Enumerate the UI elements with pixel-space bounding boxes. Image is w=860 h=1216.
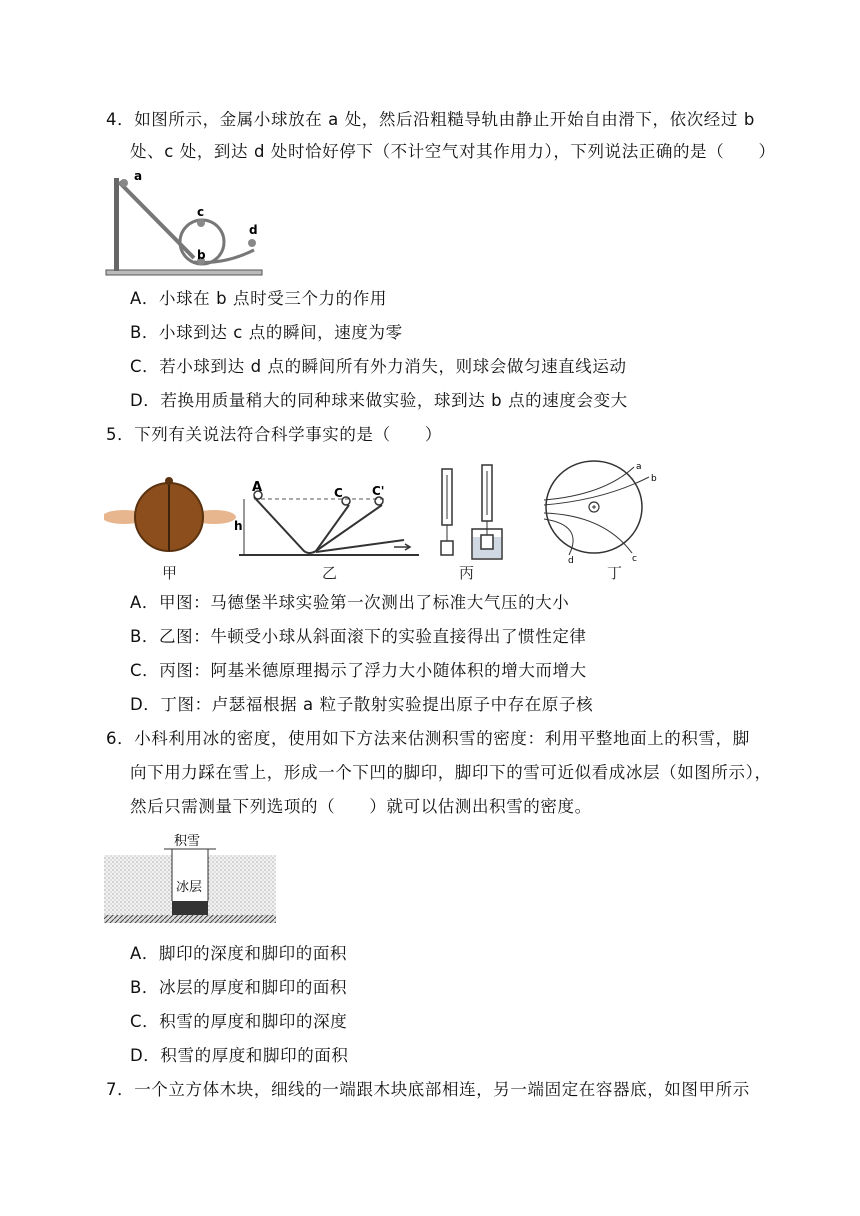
- q4-label-b: b: [197, 248, 206, 262]
- q5-caption-bing: 丙: [459, 564, 475, 582]
- q6-label-ice: 冰层: [176, 880, 203, 895]
- q5-stem: 5．下列有关说法符合科学事实的是（ ）: [106, 425, 442, 444]
- q5-figures: [104, 455, 664, 583]
- q4-option-a: A．小球在 b 点时受三个力的作用: [130, 289, 387, 308]
- q5-ding-label-a: a: [636, 462, 642, 472]
- q6-option-b: B．冰层的厚度和脚印的面积: [130, 978, 348, 997]
- q4-option-d: D．若换用质量稍大的同种球来做实验，球到达 b 点的速度会变大: [130, 391, 628, 410]
- q5-figure-yi: [234, 480, 419, 582]
- q4-label-c: c: [197, 205, 205, 219]
- q4-label-d: d: [249, 223, 258, 237]
- q4-option-c: C．若小球到达 d 点的瞬间所有外力消失，则球会做匀速直线运动: [130, 357, 627, 376]
- q5-ding-label-d: d: [568, 556, 574, 566]
- q6-option-c: C．积雪的厚度和脚印的深度: [130, 1012, 348, 1031]
- q5-caption-ding: 丁: [607, 564, 623, 582]
- q5-option-d: D．丁图：卢瑟福根据 a 粒子散射实验提出原子中存在原子核: [130, 695, 594, 714]
- q5-ding-label-c: c: [632, 554, 637, 564]
- q4-track-figure: [104, 170, 264, 280]
- q4-stem-line1: 4．如图所示，金属小球放在 a 处，然后沿粗糙导轨由静止开始自由滑下，依次经过 b: [106, 110, 755, 129]
- q4-option-b: B．小球到达 c 点的瞬间，速度为零: [130, 323, 403, 342]
- q5-caption-yi: 乙: [322, 564, 338, 582]
- q6-label-snow: 积雪: [174, 834, 201, 849]
- q5-yi-label-a: A: [252, 480, 263, 495]
- q5-figure-jia: [104, 477, 236, 582]
- q5-caption-jia: 甲: [162, 564, 178, 582]
- q5-yi-label-c: C: [334, 486, 343, 500]
- q6-snow-figure: [104, 829, 276, 925]
- q5-option-a: A．甲图：马德堡半球实验第一次测出了标准大气压的大小: [130, 593, 570, 612]
- q5-figure-bing: [441, 465, 502, 582]
- q7-stem-line1: 7．一个立方体木块，细线的一端跟木块底部相连，另一端固定在容器底，如图甲所示: [106, 1080, 750, 1099]
- q6-option-a: A．脚印的深度和脚印的面积: [130, 944, 348, 963]
- q6-stem-line2: 向下用力踩在雪上，形成一个下凹的脚印，脚印下的雪可近似看成冰层（如图所示），: [130, 763, 772, 782]
- q5-option-c: C．丙图：阿基米德原理揭示了浮力大小随体积的增大而增大: [130, 661, 587, 680]
- q5-ding-label-b: b: [651, 474, 657, 484]
- q4-label-a: a: [134, 170, 143, 183]
- q5-figure-ding: [544, 461, 657, 582]
- q6-stem-line3: 然后只需测量下列选项的（ ）就可以估测出积雪的密度。: [130, 797, 592, 816]
- q5-yi-label-h: h: [234, 519, 243, 533]
- q4-stem-line2: 处、c 处，到达 d 处时恰好停下（不计空气对其作用力），下列说法正确的是（ ）: [130, 142, 776, 161]
- q5-option-b: B．乙图：牛顿受小球从斜面滚下的实验直接得出了惯性定律: [130, 627, 587, 646]
- q6-option-d: D．积雪的厚度和脚印的面积: [130, 1046, 349, 1065]
- q5-yi-label-c-prime: C': [372, 484, 385, 498]
- q6-stem-line1: 6．小科利用冰的密度，使用如下方法来估测积雪的密度：利用平整地面上的积雪，脚: [106, 729, 750, 748]
